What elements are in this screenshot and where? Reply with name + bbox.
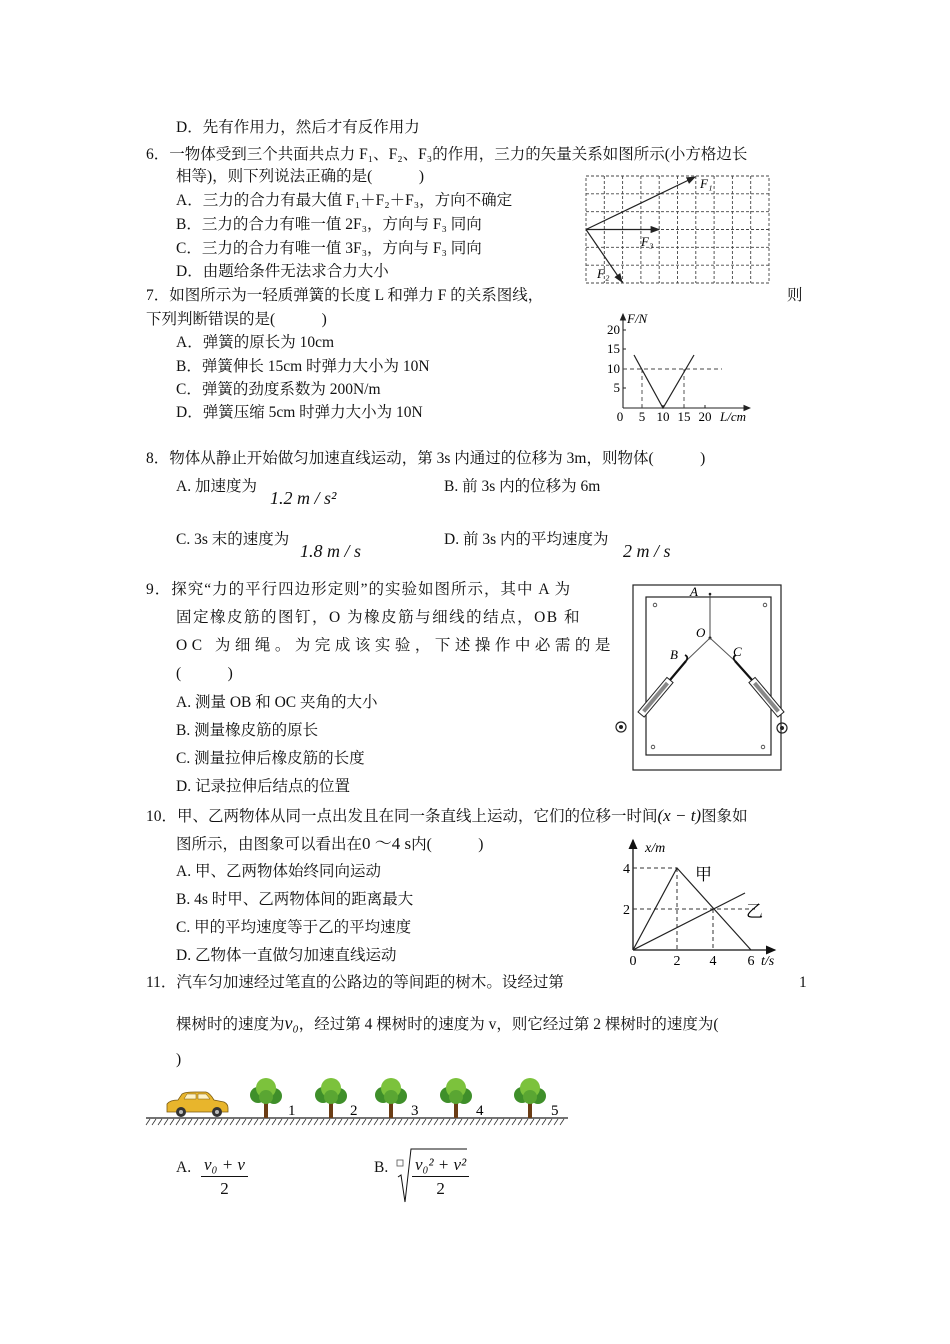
q11-road-trees-figure: [140, 1075, 590, 1130]
q7-stem-right: 则: [787, 287, 803, 304]
tree-icon-5: [514, 1078, 546, 1118]
q10-xlabel: t/s: [761, 954, 775, 969]
q11-stem-line2: [176, 1013, 719, 1035]
q9-option-b: B. 测量橡皮筋的原长: [176, 722, 319, 739]
q10-stem-after: 图象如: [701, 808, 748, 825]
ytick-15: 15: [607, 341, 620, 356]
tree-icon-4: [440, 1078, 472, 1118]
xtick-4: 4: [709, 954, 717, 969]
f3-label: F₃: [641, 234, 654, 249]
q8-option-c-value: 1.8 m / s: [300, 541, 362, 561]
q5-option-d: D．先有作用力，然后才有反作用力: [176, 119, 420, 136]
tree-label-2: 2: [350, 1103, 358, 1119]
tree-label-4: 4: [476, 1103, 484, 1119]
q9-stem-line4: ( ): [176, 665, 233, 682]
q10-ylabel: x/m: [645, 841, 666, 856]
q6-option-b: B．三力的合力有唯一值 2F₃，方向与 F₃ 同向: [176, 216, 482, 233]
q11-option-b-fraction: [412, 1154, 469, 1201]
tree-icon-3: [375, 1078, 407, 1118]
ytick-10: 10: [607, 361, 620, 376]
q7-option-d: D．弹簧压缩 5cm 时弹力大小为 10N: [176, 404, 423, 421]
q10-option-a: A. 甲、乙两物体始终同向运动: [176, 863, 381, 880]
label-a: A: [690, 584, 698, 599]
q10-xt-chart: [615, 838, 790, 968]
label-yi: 乙: [746, 902, 763, 921]
f1-label: F₁: [700, 176, 713, 191]
q6-option-a: A．三力的合力有最大值 F₁＋F₂＋F₃，方向不确定: [176, 192, 513, 209]
ytick-4: 4: [623, 862, 630, 877]
q11-line2b: ，经过第 4 棵树时的速度为 v，则它经过第 2 棵树时的速度为(: [298, 1016, 719, 1033]
q9-option-d: D. 记录拉伸后结点的位置: [176, 778, 350, 795]
q6-option-c: C．三力的合力有唯一值 3F₃，方向与 F₃ 同向: [176, 240, 482, 257]
q10-stem-line2: [176, 834, 483, 855]
label-o: O: [696, 625, 706, 640]
tree-label-3: 3: [411, 1103, 419, 1119]
q8-option-b: B. 前 3s 内的位移为 6m: [444, 478, 601, 495]
q7-spring-chart: [600, 310, 770, 425]
q11-option-a-numerator: v₀ + v: [201, 1154, 248, 1177]
q7-option-a: A．弹簧的原长为 10cm: [176, 334, 335, 351]
ytick-2: 2: [623, 903, 630, 918]
q8-option-c-label: C. 3s 末的速度为: [176, 531, 290, 548]
xtick-20: 20: [698, 409, 712, 424]
q8-stem: 8．物体从静止开始做匀加速直线运动，第 3s 内通过的位移为 3m，则物体( ): [146, 450, 706, 467]
q11-option-a-fraction: [201, 1154, 248, 1201]
q11-option-a-denominator: 2: [220, 1179, 229, 1198]
q11-stem-line3: ): [176, 1051, 182, 1068]
q9-experiment-figure: [615, 580, 795, 775]
q10-range: 0 ～4 s: [362, 834, 412, 853]
q9-stem-line1: 9．探究“力的平行四边形定则”的实验如图所示，其中 A 为: [146, 581, 572, 598]
ytick-20: 20: [607, 322, 620, 337]
tree-icon-2: [315, 1078, 347, 1118]
q10-option-d: D. 乙物体一直做匀加速直线运动: [176, 947, 397, 964]
label-jia: 甲: [695, 865, 712, 884]
q6-option-d: D．由题给条件无法求合力大小: [176, 263, 389, 280]
q10-stem-end: 内( ): [411, 836, 484, 853]
q11-option-b-label: B.: [374, 1159, 389, 1176]
label-c: C: [733, 644, 742, 659]
q10-option-b: B. 4s 时甲、乙两物体间的距离最大: [176, 891, 414, 908]
xtick-0: 0: [629, 954, 637, 969]
q7-stem-line1: 7．如图所示为一轻质弹簧的长度 L 和弹力 F 的关系图线，: [146, 287, 544, 304]
q11-v0: v₀: [284, 1013, 299, 1033]
q8-option-d-value: 2 m / s: [623, 541, 671, 561]
q11-option-b-denominator: 2: [436, 1179, 445, 1198]
q8-option-a-value: 1.2 m / s²: [270, 488, 337, 508]
q7-option-b: B．弹簧伸长 15cm 时弹力大小为 10N: [176, 358, 430, 375]
f2-label: F₂: [597, 266, 610, 281]
q6-stem-line2: 相等)，则下列说法正确的是( ): [176, 168, 424, 185]
xtick-15: 15: [677, 409, 691, 424]
q10-stem-line1: [146, 806, 748, 827]
series-yi: [633, 893, 745, 950]
q7-ylabel: F/N: [627, 311, 648, 326]
q6-force-grid-figure: [586, 176, 770, 284]
q10-stem-line2-text: 图所示，由图象可以看出在: [176, 836, 363, 853]
q9-stem-line2: 固定橡皮筋的图钉，O 为橡皮筋与细线的结点，OB 和: [176, 609, 581, 626]
q9-stem-line3: OC 为细绳。为完成该实验，下述操作中必需的是: [176, 637, 615, 654]
xtick-5: 5: [638, 409, 646, 424]
q9-option-c: C. 测量拉伸后橡皮筋的长度: [176, 750, 365, 767]
ytick-5: 5: [613, 380, 620, 395]
q7-option-c: C．弹簧的劲度系数为 200N/m: [176, 381, 381, 398]
xtick-10: 10: [656, 409, 670, 424]
q11-line2a: 棵树时的速度为: [176, 1016, 285, 1033]
q10-xt: (x − t): [657, 806, 702, 825]
q10-option-c: C. 甲的平均速度等于乙的平均速度: [176, 919, 412, 936]
q9-option-a: A. 测量 OB 和 OC 夹角的大小: [176, 694, 378, 711]
q6-stem-line1: 6．一物体受到三个共面共点力 F₁、F₂、F₃的作用，三力的矢量关系如图所示(小方格边长: [146, 146, 748, 163]
xtick-6: 6: [747, 954, 755, 969]
label-b: B: [670, 647, 678, 662]
q7-xlabel: L/cm: [720, 409, 746, 424]
q11-stem-right: 1: [799, 974, 807, 991]
tree-label-1: 1: [288, 1103, 296, 1119]
q8-option-d-label: D. 前 3s 内的平均速度为: [444, 531, 609, 548]
tree-label-5: 5: [551, 1103, 559, 1119]
q10-stem-text: 10．甲、乙两物体从同一点出发且在同一条直线上运动，它们的位移一时间: [146, 808, 658, 825]
tree-icon-1: [250, 1078, 282, 1118]
xtick-0: 0: [616, 409, 624, 424]
q8-option-a-label: A. 加速度为: [176, 478, 257, 495]
xtick-2: 2: [673, 954, 681, 969]
q11-option-b-numerator: v₀² + v²: [412, 1154, 469, 1177]
q11-option-a-label: A.: [176, 1159, 192, 1176]
q11-stem-line1: 11．汽车匀加速经过笔直的公路边的等间距的树木。设经过第: [146, 974, 564, 991]
q7-stem-line2: 下列判断错误的是( ): [146, 311, 327, 328]
car-icon: [167, 1092, 228, 1117]
